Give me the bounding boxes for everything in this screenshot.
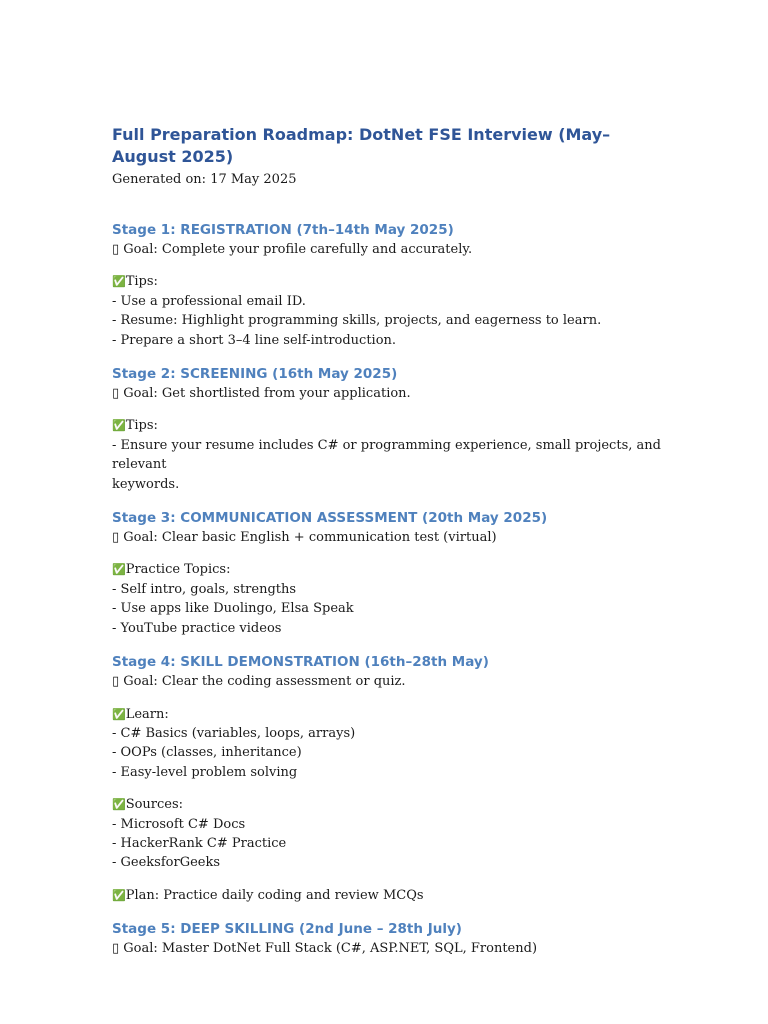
list-item: - OOPs (classes, inheritance) bbox=[112, 745, 302, 761]
spacer bbox=[112, 782, 672, 795]
section-label-text: Plan: Practice daily coding and review MCQs bbox=[125, 887, 424, 903]
list-item: - Prepare a short 3–4 line self-introduction. bbox=[112, 332, 397, 348]
placeholder-box-icon: ▯ bbox=[112, 530, 120, 546]
stage-5 bbox=[112, 919, 672, 958]
stages-container bbox=[112, 220, 672, 959]
section-label bbox=[112, 795, 672, 814]
list-item: - Microsoft C# Docs bbox=[112, 816, 246, 832]
check-mark-icon: ✅ bbox=[112, 707, 126, 721]
list-item: keywords. bbox=[112, 476, 180, 492]
list-item: - Easy-level problem solving bbox=[112, 764, 298, 780]
stage-goal bbox=[112, 528, 672, 547]
list-item: - Ensure your resume includes C# or programming experience, small projects, and relevant bbox=[112, 437, 666, 473]
goal-text: Goal: Clear basic English + communication test (virtual) bbox=[119, 530, 497, 546]
goal-text: Goal: Complete your profile carefully and accurately. bbox=[119, 242, 473, 257]
list-item: - HackerRank C# Practice bbox=[112, 835, 287, 851]
placeholder-box-icon: ▯ bbox=[112, 674, 120, 690]
spacer bbox=[112, 494, 672, 508]
spacer bbox=[112, 638, 672, 652]
section-label-text: Tips: bbox=[125, 274, 158, 290]
section-label bbox=[112, 886, 672, 905]
list-item: - GeeksforGeeks bbox=[112, 855, 221, 871]
spacer bbox=[112, 905, 672, 919]
spacer bbox=[112, 547, 672, 560]
stage-heading: Stage 1: REGISTRATION (7th–14th May 2025) bbox=[112, 222, 454, 238]
spacer bbox=[112, 403, 672, 416]
section-label-text: Sources: bbox=[125, 797, 184, 813]
spacer bbox=[112, 190, 672, 220]
check-mark-icon: ✅ bbox=[112, 419, 126, 433]
section-label bbox=[112, 272, 672, 291]
section-label-text: Learn: bbox=[125, 706, 169, 722]
stage-heading: Stage 2: SCREENING (16th May 2025) bbox=[112, 366, 398, 383]
list-item: - Use a professional email ID. bbox=[112, 293, 306, 309]
list-item: - C# Basics (variables, loops, arrays) bbox=[112, 725, 356, 741]
check-mark-icon: ✅ bbox=[112, 563, 126, 577]
list-item: - Resume: Highlight programming skills, projects, and eagerness to learn. bbox=[112, 313, 602, 329]
section-label bbox=[112, 705, 672, 724]
list-item: - YouTube practice videos bbox=[112, 620, 282, 636]
stage-heading: Stage 3: COMMUNICATION ASSESSMENT (20th May 2025) bbox=[112, 510, 548, 527]
stage-goal bbox=[112, 240, 672, 259]
stage-heading: Stage 4: SKILL DEMONSTRATION (16th–28th May) bbox=[112, 654, 489, 671]
goal-text: Goal: Clear the coding assessment or quiz. bbox=[119, 674, 406, 690]
check-mark-icon: ✅ bbox=[112, 798, 126, 812]
placeholder-box-icon: ▯ bbox=[112, 941, 120, 957]
generated-date: Generated on: 17 May 2025 bbox=[112, 172, 297, 187]
stage-3 bbox=[112, 508, 672, 638]
stage-4 bbox=[112, 652, 672, 905]
goal-text: Goal: Master DotNet Full Stack (C#, ASP.NET, SQL, Frontend) bbox=[119, 941, 538, 957]
spacer bbox=[112, 692, 672, 705]
stage-1 bbox=[112, 220, 672, 350]
stage-heading: Stage 5: DEEP SKILLING (2nd June – 28th July) bbox=[112, 921, 462, 938]
document-content bbox=[112, 124, 672, 959]
check-mark-icon: ✅ bbox=[112, 888, 126, 902]
placeholder-box-icon: ▯ bbox=[112, 242, 120, 257]
section-label-text: Tips: bbox=[125, 418, 158, 434]
goal-text: Goal: Get shortlisted from your application. bbox=[119, 386, 411, 402]
spacer bbox=[112, 350, 672, 364]
document-title: Full Preparation Roadmap: DotNet FSE Interview (May–August 2025) bbox=[112, 125, 611, 166]
spacer bbox=[112, 259, 672, 272]
stage-goal bbox=[112, 384, 672, 403]
placeholder-box-icon: ▯ bbox=[112, 386, 120, 402]
section-label-text: Practice Topics: bbox=[125, 562, 231, 578]
check-mark-icon: ✅ bbox=[112, 275, 126, 289]
list-item: - Use apps like Duolingo, Elsa Speak bbox=[112, 601, 354, 617]
section-label bbox=[112, 560, 672, 579]
stage-goal bbox=[112, 939, 672, 958]
section-label bbox=[112, 416, 672, 435]
stage-2 bbox=[112, 364, 672, 494]
spacer bbox=[112, 873, 672, 886]
stage-goal bbox=[112, 672, 672, 691]
list-item: - Self intro, goals, strengths bbox=[112, 581, 297, 597]
